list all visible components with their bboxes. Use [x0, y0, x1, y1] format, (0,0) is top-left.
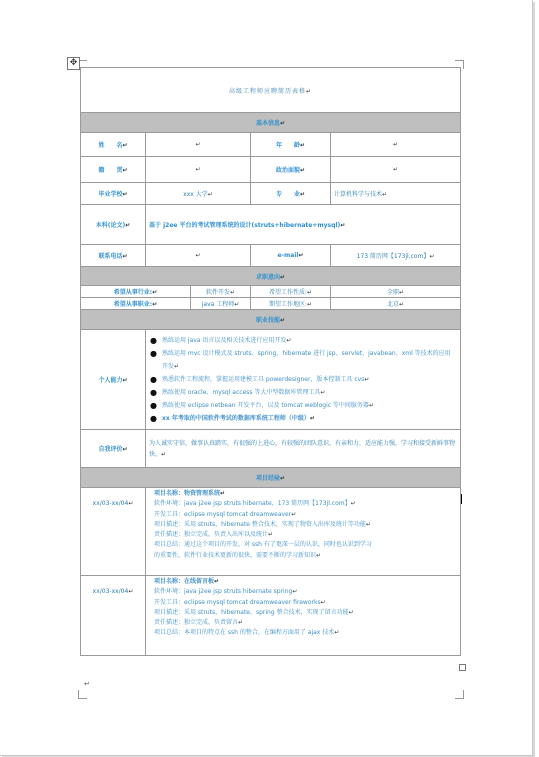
skill-item: ● 熟悉软件工程流程，掌握运用建模工具 powerdesigner，版本控制工具 cvs↵: [150, 373, 456, 386]
resume-table: [80, 67, 461, 656]
page-title: 高级工程师应聘简历表格: [229, 87, 307, 95]
project-details[interactable]: [146, 576, 461, 656]
phone-field[interactable]: ↵: [146, 245, 251, 267]
region-field[interactable]: 北京↵: [331, 298, 461, 310]
skill-item: ● 熟练运用 java 语言以及相关技术进行应用开发↵: [150, 334, 456, 347]
skill-item: ● 熟练使用 eclipse netbean 开发平台，以及 tomcat weblogic 等中间服务器↵: [150, 399, 456, 412]
project-line: 软件环境：java j2ee jsp struts hibernate spring↵: [154, 588, 298, 596]
project-line: 责任描述：独立完成，负责入出库以及统计↵: [154, 531, 274, 539]
age-field[interactable]: ↵: [331, 133, 461, 157]
position-field[interactable]: java 工程师↵: [191, 298, 251, 310]
region-label: 期望工作地区:↵: [251, 298, 331, 310]
major-label: 专 业↵: [251, 183, 331, 205]
name-label: 姓 名↵: [81, 133, 146, 157]
thesis-field[interactable]: 基于 j2ee 平台的考试管理系统的设计(struts+hibernate+mysql)↵: [146, 205, 461, 245]
major-field[interactable]: 计算机科学与技术↵: [331, 183, 461, 205]
project-line: 软件环境：java j2ee jsp struts hibernate，173 简历网【173jl.com】↵: [154, 500, 356, 508]
section-header-skills: 职业技能↵: [81, 310, 461, 330]
name-field[interactable]: ↵: [146, 133, 251, 157]
skill-item: ● 熟练使用 oracle、mysql access 等大中型数据库管理工具↵: [150, 386, 456, 399]
age-label: 年 龄↵: [251, 133, 331, 157]
school-label: 毕业学校↵: [81, 183, 146, 205]
paragraph-mark: ↵: [84, 680, 90, 688]
skill-item: ● xx 年考取的中国软件考试的数据库系统工程师（中级）↵: [150, 412, 456, 425]
project-line: 项目名称：物资管理系统↵: [154, 490, 226, 497]
project-details[interactable]: [146, 488, 461, 576]
self-eval-field[interactable]: 为人诚实守信，做事认真踏实，有很强的上进心，有较强的团队意识，有亲和力，适应能力强，学习和接受新鲜事物快。↵: [146, 430, 461, 468]
text-cursor: [461, 494, 462, 504]
origin-field[interactable]: ↵: [146, 157, 251, 183]
skills-list: [150, 334, 456, 425]
crop-mark-bottom-right: [455, 690, 464, 699]
school-field[interactable]: xxx 大学↵: [146, 183, 251, 205]
project-line: 责任描述：独立完成，负责留言↵: [154, 619, 244, 627]
industry-field[interactable]: 软件开发↵: [191, 286, 251, 298]
table-resize-handle[interactable]: [459, 664, 466, 671]
thesis-label: 本科(论文)↵: [81, 205, 146, 245]
nature-field[interactable]: 全职↵: [331, 286, 461, 298]
project-line: 项目描述：采用 struts、hibernate 整合技术，实现了物资入出库及统计等功能↵: [154, 520, 371, 528]
project-line: 开发工具：eclipse mysql tomcat dreamweaver fireworks↵: [154, 598, 326, 606]
project-line: 的重要性，软件行业技术更新的很快，需要不断的学习新知识↵: [154, 551, 322, 559]
political-label: 政治面貌↵: [251, 157, 331, 183]
project-line: 项目名称：在线留言板↵: [154, 578, 220, 585]
project-date: xx/03-xx/04↵: [81, 576, 146, 656]
table-move-handle-icon[interactable]: ✥: [67, 57, 80, 70]
project-line: 项目总结：通过这个项目的开发，对 ssh 有了更深一层的认识，同时也认识到学习: [154, 541, 372, 549]
self-eval-label: 自我评价↵: [81, 430, 146, 468]
political-field[interactable]: ↵: [331, 157, 461, 183]
skill-item: ● 熟练运用 mvc 设计模式及 struts、spring、hibernate 进行 jsp、servlet、javabean、xml 等技术的应用开发↵: [150, 347, 456, 373]
email-label: e-mail↵: [251, 245, 331, 267]
ability-label: 个人能力↵: [81, 330, 146, 430]
industry-label: 希望从事行业:↵: [81, 286, 191, 298]
position-label: 希望从事职业:↵: [81, 298, 191, 310]
project-line: 项目总结：本项目的特点在 ssh 的整合，在编程方面用了 ajax 技术↵: [154, 629, 340, 637]
section-header-intent: 求职意向↵: [81, 267, 461, 286]
project-date: xx/03-xx/04↵: [81, 488, 146, 576]
phone-label: 联系电话↵: [81, 245, 146, 267]
section-header-projects: 项目经验↵: [81, 468, 461, 488]
project-line: 开发工具：eclipse mysql tomcat dreamweaver↵: [154, 510, 297, 518]
nature-label: 希望工作性质:↵: [251, 286, 331, 298]
project-line: 项目描述：采用 struts、hibernate、spring 整合技术，实现了留言功能↵: [154, 608, 354, 616]
crop-mark-bottom-left: [78, 690, 87, 699]
email-field[interactable]: 173 简历网【173jl.com】↵: [331, 245, 461, 267]
origin-label: 籍 贯↵: [81, 157, 146, 183]
ability-field[interactable]: [146, 330, 461, 430]
resume-title-cell[interactable]: 高级工程师应聘简历表格↵: [81, 68, 461, 113]
section-header-basic: 基本信息↵: [81, 113, 461, 133]
